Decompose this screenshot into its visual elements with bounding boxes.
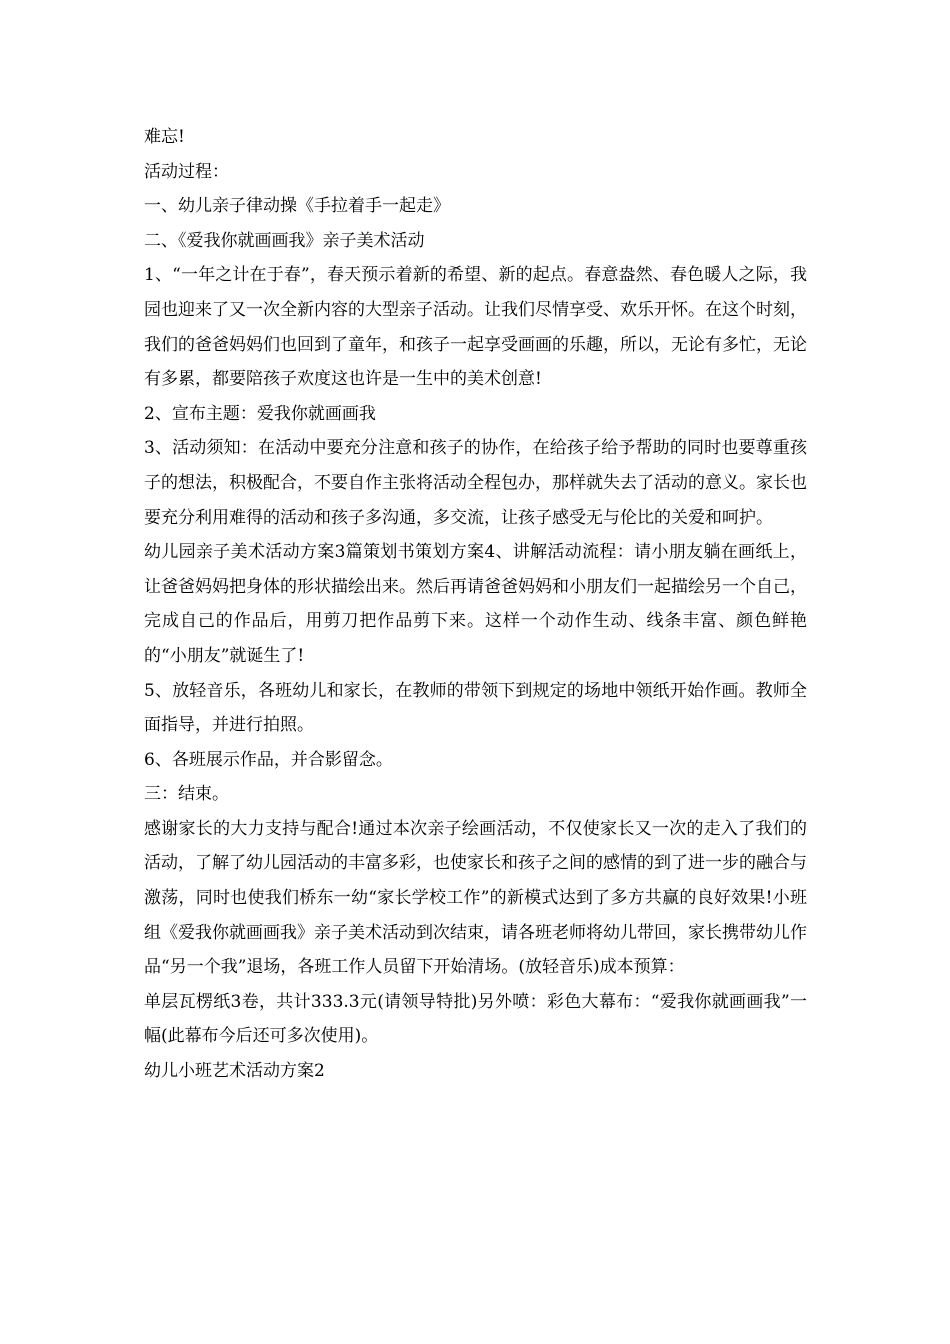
heading-activity-process: 活动过程： xyxy=(144,161,229,182)
paragraph-step-6: 6、各班展示作品，并合影留念。 xyxy=(144,749,393,770)
paragraph-step-5: 5、放轻音乐，各班幼儿和家长，在教师的带领下到规定的场地中领纸开始作画。教师全面指导，并进行拍照。 xyxy=(144,680,807,736)
section-one-title: 一、幼儿亲子律动操《手拉着手一起走》 xyxy=(144,196,450,217)
section-two-title: 二、《爱我你就画画我》亲子美术活动 xyxy=(144,230,425,251)
paragraph-ending: 难忘! xyxy=(144,127,185,147)
paragraph-step-2: 2、宣布主题：爱我你就画画我 xyxy=(144,403,376,424)
paragraph-step-3: 3、活动须知：在活动中要充分注意和孩子的协作，在给孩子给予帮助的同时也要尊重孩子的想法，积极配合，不要自作主张将活动全程包办，那样就失去了活动的意义。家长也要充分利用难得的活动和孩子多沟通，多交流，让孩子感受无与伦比的关爱和呵护。 xyxy=(144,438,807,528)
paragraph-step-4: 幼儿园亲子美术活动方案3篇策划书策划方案4、讲解活动流程：请小朋友躺在画纸上，让爸爸妈妈把身体的形状描绘出来。然后再请爸爸妈妈和小朋友们一起描绘另一个自己，完成自己的作品后，用剪刀把作品剪下来。这样一个动作生动、线条丰富、颜色鲜艳的“小朋友”就诞生了! xyxy=(144,542,807,666)
section-three-title: 三：结束。 xyxy=(144,784,229,805)
paragraph-step-1: 1、“一年之计在于春”，春天预示着新的希望、新的起点。春意盎然、春色暖人之际，我园也迎来了又一次全新内容的大型亲子活动。让我们尽情享受、欢乐开怀。在这个时刻，我们的爸爸妈妈们也回到了童年，和孩子一起享受画画的乐趣，所以，无论有多忙，无论有多累，都要陪孩子欢度这也许是一生中的美术创意! xyxy=(144,265,807,390)
paragraph-thanks: 感谢家长的大力支持与配合!通过本次亲子绘画活动，不仅使家长又一次的走入了我们的活动，了解了幼儿园活动的丰富多彩，也使家长和孩子之间的感情的到了进一步的融合与激荡，同时也使我们桥东一幼“家长学校工作”的新模式达到了多方共赢的良好效果!小班组《爱我你就画画我》亲子美术活动到次结束，请各班老师将幼儿带回，家长携带幼儿作品“另一个我”退场，各班工作人员留下开始清场。(放轻音乐)成本预算： xyxy=(144,818,807,978)
paragraph-budget: 单层瓦楞纸3卷，共计333.3元(请领导特批)另外喷：彩色大幕布：“爱我你就画画我”一幅(此幕布今后还可多次使用)。 xyxy=(144,991,807,1047)
next-plan-title: 幼儿小班艺术活动方案2 xyxy=(144,1061,325,1082)
document-page xyxy=(144,120,807,1089)
